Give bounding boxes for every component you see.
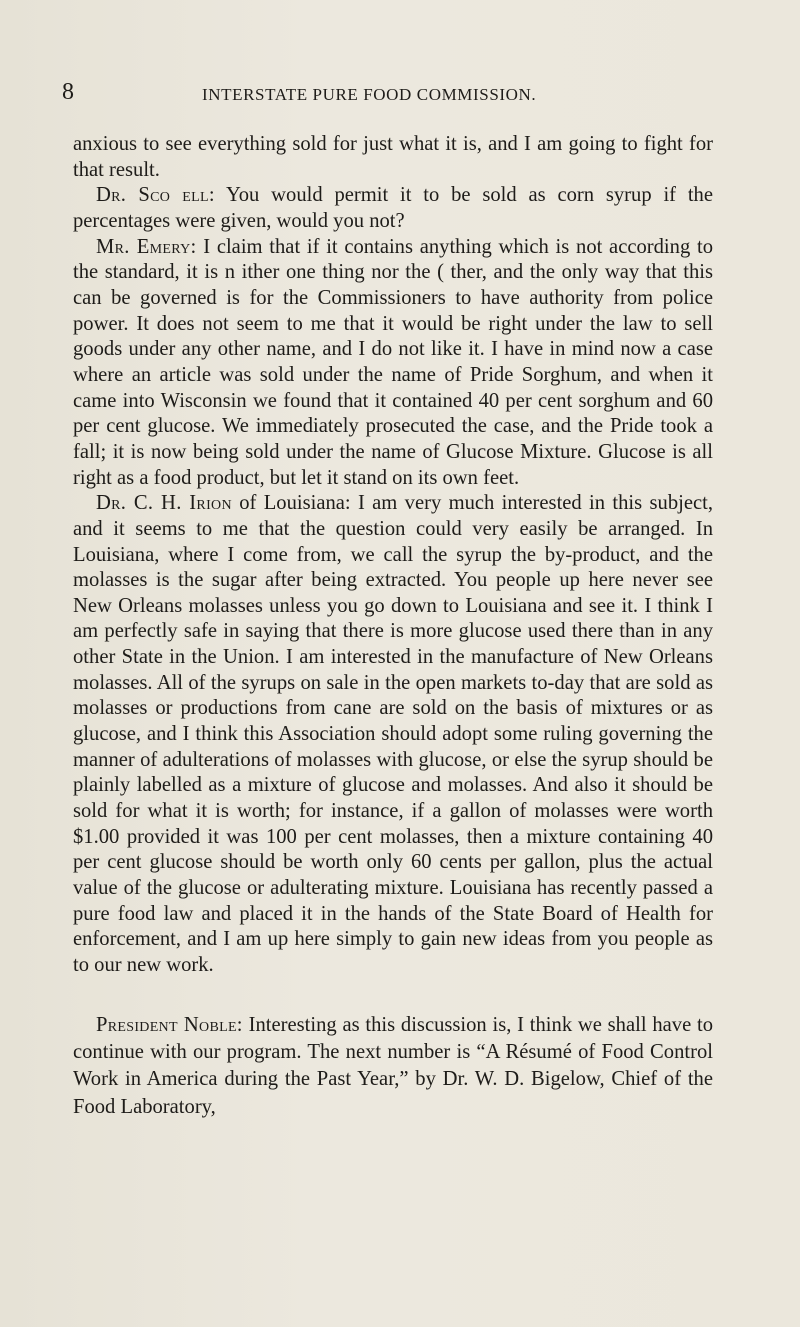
paragraph-continuation <box>73 132 713 183</box>
paragraph-text: You would permit it to be sold as corn syrup if the percentages were given, would you not? <box>73 184 713 232</box>
paragraph-text: I claim that if it contains anything which is not according to the standard, it is n ither one thing nor the ( ther, and the only way that this can be governed is for the Commissioners to have authority from police power. It does not seem to me that it would be right under the law to sell goods under any other name, and I do not like it. I have in mind now a case where an article was sold under the name of Pride Sorghum, and when it came into Wisconsin we found that it contained 40 per cent sorghum and 60 per cent glucose. We immediately prosecuted the case, and the Pride took a fall; it is now being sold under the name of Glucose Mixture. Glucose is all right as a food product, but let it stand on its own feet. <box>73 235 713 489</box>
paragraph-scovell <box>73 183 713 234</box>
speaker-name: Mr. Emery: <box>96 235 197 258</box>
running-head: INTERSTATE PURE FOOD COMMISSION. <box>202 85 537 104</box>
page-number: 8 <box>62 79 74 105</box>
paragraph-noble <box>73 1012 713 1121</box>
paragraph-text: anxious to see everything sold for just what it is, and I am going to fight for that result. <box>73 133 713 181</box>
paragraph-irion <box>73 491 713 978</box>
paragraph-text: Interesting as this discussion is, I think we shall have to continue with our program. The next number is “A Résumé of Food Control Work in America during the Past Year,” by Dr. W. D. Bigelow, Chief of the Food Laboratory, <box>73 1013 713 1118</box>
page-header <box>62 78 682 112</box>
paragraph-emery <box>73 235 713 492</box>
paragraph-text: of Louisiana: I am very much interested in this subject, and it seems to me that the question could very easily be arranged. In Louisiana, where I come from, we call the syrup the by-product, and the molasses is the sugar after being extracted. You people up here never see New Orleans molasses unless you go down to Louisiana and see it. I think I am perfectly safe in saying that there is more glucose used there than in any other State in the Union. I am interested in the manufacture of New Orleans molasses. All of the syrups on sale in the open markets to-day that are sold as molasses or productions from cane are sold on the basis of mixtures or as glucose, and I think this Association should adopt some ruling governing the manner of adulterations of molasses with glucose, or else the syrup should be plainly labelled as a mixture of glucose and molasses. And also it should be sold for what it is worth; for instance, if a gallon of molasses were worth $1.00 provided it was 100 per cent molasses, then a mixture containing 40 per cent glucose should be worth only 60 cents per gallon, plus the actual value of the glucose or adulterating mixture. Louisiana has recently passed a pure food law and placed it in the hands of the State Board of Health for enforcement, and I am up here simply to gain new ideas from you people as to our new work. <box>73 492 713 976</box>
speaker-name: President Noble: <box>96 1013 243 1036</box>
speaker-name: Dr. C. H. Irion <box>96 492 232 515</box>
speaker-name: Dr. Sco ell: <box>96 184 215 207</box>
body-text <box>73 132 713 1121</box>
